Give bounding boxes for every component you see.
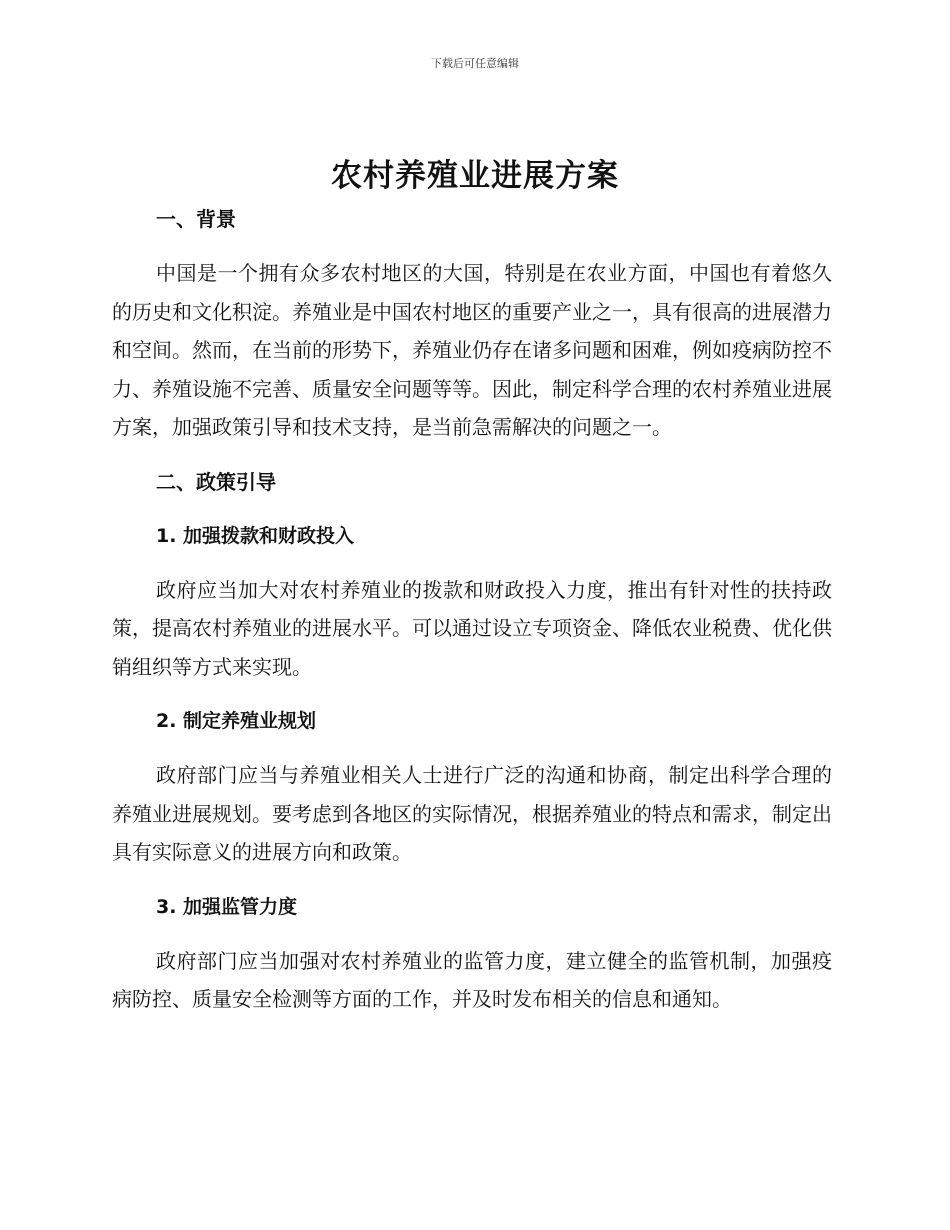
paragraph-supervision: 政府部门应当加强对农村养殖业的监管力度，建立健全的监管机制，加强疫病防控、质量安全检测等方面的工作，并及时发布相关的信息和通知。 bbox=[112, 948, 832, 1011]
subsection-heading-funding: 1. 加强拨款和财政投入 bbox=[156, 524, 355, 547]
paragraph-funding: 政府应当加大对农村养殖业的拨款和财政投入力度，推出有针对性的扶持政策，提高农村养殖业的进展水平。可以通过设立专项资金、降低农业税费、优化供销组织等方式来实现。 bbox=[112, 577, 832, 679]
header-note: 下载后可任意编辑 bbox=[431, 57, 519, 70]
section-heading-background: 一、背景 bbox=[156, 207, 236, 231]
subsection-heading-planning: 2. 制定养殖业规划 bbox=[156, 710, 317, 732]
subsection-heading-supervision: 3. 加强监管力度 bbox=[156, 895, 298, 918]
paragraph-background: 中国是一个拥有众多农村地区的大国，特别是在农业方面，中国也有着悠久的历史和文化积淀。养殖业是中国农村地区的重要产业之一，具有很高的进展潜力和空间。然而，在当前的形势下，养殖业仍存在诸多问题和困难，例如疫病防控不力、养殖设施不完善、质量安全问题等等。因此，制定科学合理的农村养殖业进展方案，加强政策引导和技术支持，是当前急需解决的问题之一。 bbox=[112, 261, 832, 439]
paragraph-planning: 政府部门应当与养殖业相关人士进行广泛的沟通和协商，制定出科学合理的养殖业进展规划。要考虑到各地区的实际情况，根据养殖业的特点和需求，制定出具有实际意义的进展方向和政策。 bbox=[112, 763, 832, 864]
section-heading-policy: 二、政策引导 bbox=[156, 469, 276, 494]
document-title: 农村养殖业进展方案 bbox=[331, 158, 619, 194]
document-body bbox=[112, 200, 832, 1019]
